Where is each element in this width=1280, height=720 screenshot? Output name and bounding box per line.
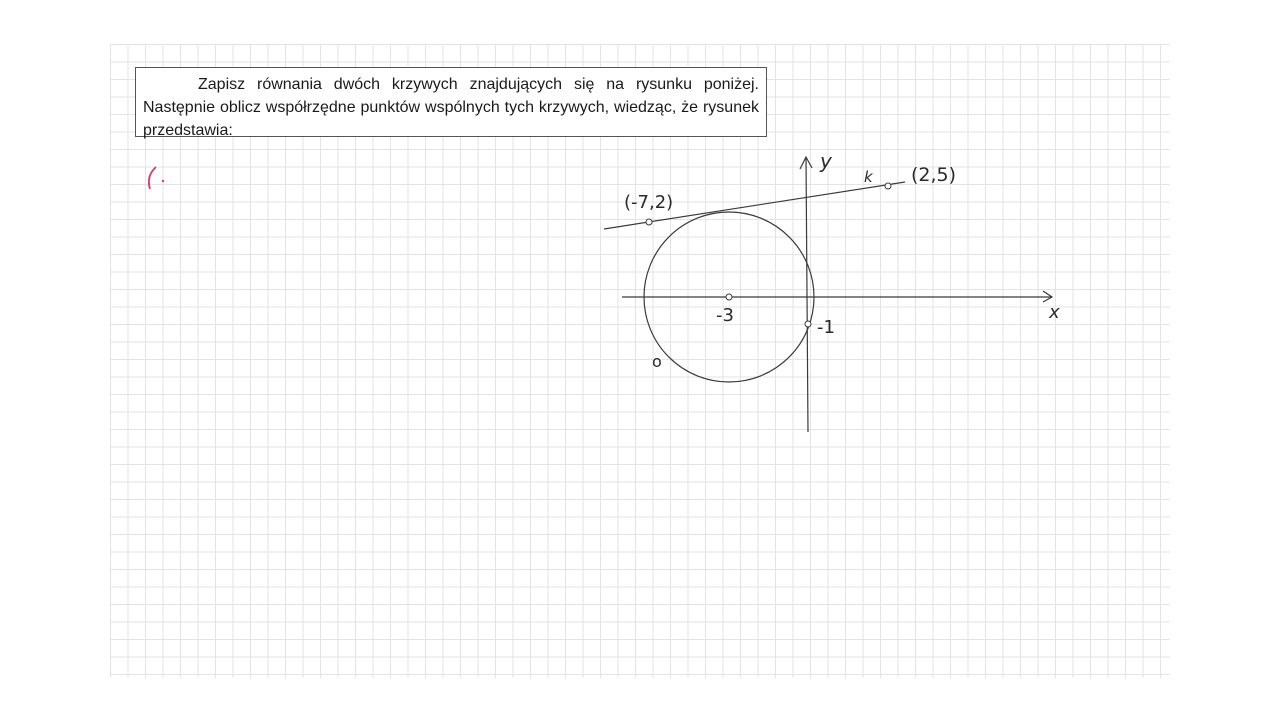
y-intercept-label: -1: [817, 317, 835, 338]
y-intercept-point: [805, 321, 811, 327]
line-k-label: k: [864, 168, 873, 186]
point-a: [646, 219, 652, 225]
circle-center-label: -3: [716, 305, 734, 326]
margin-dot: [162, 180, 164, 182]
margin-parenthesis: [149, 167, 156, 189]
point-a-label: (-7,2): [624, 192, 674, 213]
y-axis: [806, 157, 808, 432]
circle-center-point: [726, 294, 732, 300]
point-b: [885, 183, 891, 189]
y-axis-label: y: [820, 149, 832, 173]
point-b-label: (2,5): [911, 164, 957, 186]
x-axis-label: x: [1049, 302, 1060, 323]
circle-label: o: [652, 352, 662, 371]
task-text: Zapisz równania dwóch krzywych znajdujących się na rysunku poniżej. Następnie oblicz współrzędne punktów wspólnych tych krzywych, wiedząc, że rysunek przedstawia:: [143, 76, 759, 139]
